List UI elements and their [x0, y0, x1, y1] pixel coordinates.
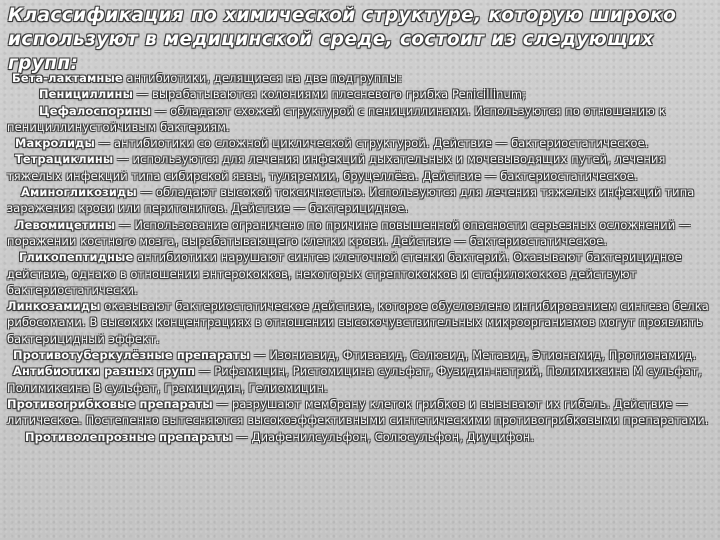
slide-title: Классификация по химической структуре, которую широко используют в медицинской среде, состоит из следующих групп:	[8, 5, 677, 74]
term-macrolides: Макролиды	[15, 136, 95, 151]
desc-tetracyclines: — используются для лечения инфекций дыхательных и мочевыводящих путей, лечения тяжелых инфекций типа сибирской язвы, туляремии, бруцеллёза. Действие — бактериостатическое.	[7, 152, 666, 183]
item-tetracyclines	[7, 151, 715, 184]
desc-cephalosporins: — обладают схожей структурой с пенициллинами. Используются по отношению к пенициллинустойчивым бактериям.	[7, 103, 666, 134]
term-tetracyclines: Тетрациклины	[15, 152, 114, 167]
item-aminoglycosides	[7, 184, 715, 217]
term-glycopeptides: Гликопептидные	[19, 250, 134, 265]
item-macrolides	[7, 135, 715, 151]
item-levomycetins	[7, 217, 715, 250]
desc-aminoglycosides: — обладают высокой токсичностью. Используются для лечения тяжелых инфекций типа заражения крови или перитонитов. Действие — бактерицидное.	[7, 185, 695, 216]
term-lincosamides: Линкозамиды	[7, 299, 101, 314]
term-penicillins: Пенициллины	[39, 87, 134, 102]
item-lincosamides	[7, 298, 715, 347]
slide-content	[7, 70, 715, 445]
desc-penicillins: — вырабатываются колониями плесневого грибка Penicillinum;	[133, 87, 527, 102]
term-antileprosy: Противолепрозные препараты	[25, 429, 233, 444]
term-levomycetins: Левомицетины	[15, 217, 116, 232]
term-antituberculosis: Противотуберкулёзные препараты	[13, 348, 251, 363]
item-antileprosy	[7, 429, 715, 445]
desc-macrolides: — антибиотики со сложной циклической структурой. Действие — бактериостатическое.	[94, 136, 649, 151]
desc-glycopeptides: антибиотики нарушают синтез клеточной стенки бактерий. Оказывают бактерицидное действие, однако в отношении энтерококков, некоторых стрептококков и стафилококков действуют бактериостатически.	[7, 250, 682, 297]
desc-various-groups: — Рифамицин, Ристомицина сульфат, Фузидин-натрий, Полимиксина М сульфат, Полимиксина В сульфат, Грамицидин, Гелиомицин.	[7, 364, 702, 395]
term-beta-lactams: Бета-лактамные	[12, 71, 123, 85]
item-cephalosporins	[7, 103, 715, 136]
item-penicillins	[7, 86, 715, 102]
item-beta-lactams	[7, 70, 715, 86]
item-glycopeptides	[7, 249, 715, 298]
item-antituberculosis	[7, 347, 715, 363]
term-various-groups: Антибиотики разных групп	[13, 364, 196, 379]
item-antifungal	[7, 396, 715, 429]
desc-lincosamides: оказывают бактериостатическое действие, которое обусловлено ингибированием синтеза белка рибосомами. В высоких концентрациях в отношении высокочувствительных микроорганизмов могут проявлять бактерицидный эффект.	[7, 299, 709, 346]
desc-antifungal: — разрушают мембрану клеток грибков и вызывают их гибель. Действие — литическое. Постепенно вытесняются высокоэффективными синтетическими противогрибковыми препаратами.	[7, 396, 709, 428]
term-aminoglycosides: Аминогликозиды	[21, 185, 137, 200]
desc-antileprosy: — Диафенилсульфон, Солюсульфон, Диуцифон.	[232, 429, 535, 444]
term-cephalosporins: Цефалоспорины	[39, 103, 152, 118]
desc-beta-lactams: антибиотики, делящиеся на две подгруппы:	[122, 71, 403, 85]
desc-levomycetins: — Использование ограничено по причине повышенной опасности серьезных осложнений — поражении костного мозга, вырабатывающего клетки крови. Действие — бактериостатическое.	[7, 217, 691, 248]
term-antifungal: Противогрибковые препараты	[7, 396, 213, 411]
desc-antituberculosis: — Изониазид, Фтивазид, Салюзид, Метазид, Этионамид, Протионамид.	[250, 348, 697, 363]
item-various-groups	[7, 363, 715, 396]
